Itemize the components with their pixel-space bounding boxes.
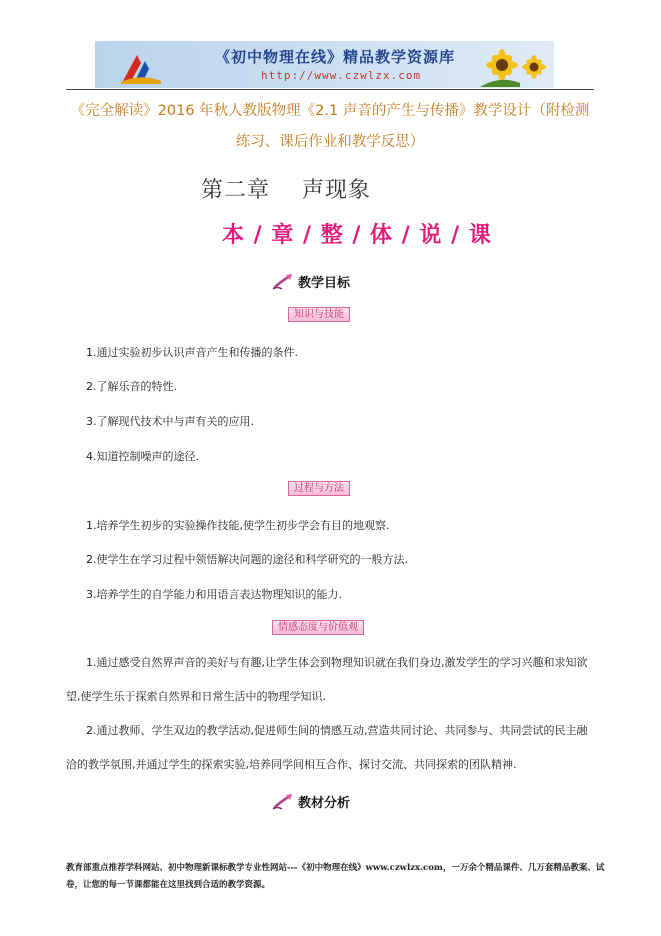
list-item: 1.培养学生初步的实验操作技能,使学生初步学会有目的地观察. xyxy=(86,519,390,532)
pen-icon xyxy=(272,793,294,811)
site-logo-icon xyxy=(119,51,163,85)
tag-knowledge-skills: 知识与技能 xyxy=(288,307,350,322)
list-item: 3.了解现代技术中与声有关的应用. xyxy=(86,415,254,428)
section-heading-label: 教材分析 xyxy=(298,796,351,811)
list-item: 2.使学生在学习过程中领悟解决问题的途径和科学研究的一般方法. xyxy=(86,553,408,566)
list-item: 1.通过实验初步认识声音产生和传播的条件. xyxy=(86,346,298,359)
site-banner xyxy=(95,41,554,88)
section-heading-analysis xyxy=(272,792,350,811)
list-item: 2.了解乐音的特性. xyxy=(86,380,177,393)
list-item: 3.培养学生的自学能力和用语言表达物理知识的能力. xyxy=(86,588,342,601)
banner-url[interactable]: http://www.czwlzx.com xyxy=(261,69,422,82)
page-footer: 教育部重点推荐学科网站、初中物理新课标教学专业性网站---《初中物理在线》www.czwlzx.com，一万余个精品课件、几万套精品教案、试卷，让您的每一节课都能在这里找到合适的教学资源。 xyxy=(66,863,605,890)
banner-title: 《初中物理在线》精品教学资源库 xyxy=(215,48,456,66)
section-heading-label: 教学目标 xyxy=(298,276,351,291)
paragraph: 2.通过教师、学生双边的教学活动,促进师生间的情感互动,营造共同讨论、共同参与、共同尝试的民主融洽的教学氛围,并通过学生的探索实验,培养同学间相互合作、探讨交流、共同探索的团队精神. xyxy=(66,724,588,771)
tag-attitude-values: 情感态度与价值观 xyxy=(272,620,364,635)
paragraph: 1.通过感受自然界声音的美好与有趣,让学生体会到物理知识就在我们身边,激发学生的学习兴趣和求知欲望,使学生乐于探索自然界和日常生活中的物理学知识. xyxy=(66,656,588,703)
section-heading-goals xyxy=(272,272,350,291)
tag-process-method: 过程与方法 xyxy=(288,481,350,496)
list-item: 4.知道控制噪声的途径. xyxy=(86,450,199,463)
header-divider xyxy=(66,89,594,90)
chapter-heading: 第二章 声现象 xyxy=(201,178,371,203)
document-title: 《完全解读》2016 年秋人教版物理《2.1 声音的产生与传播》教学设计（附检测练习、课后作业和教学反思） xyxy=(70,103,590,150)
sunflower-icon xyxy=(480,43,550,87)
chapter-subtitle: 本 / 章 / 整 / 体 / 说 / 课 xyxy=(222,223,492,248)
pen-icon xyxy=(272,273,294,291)
